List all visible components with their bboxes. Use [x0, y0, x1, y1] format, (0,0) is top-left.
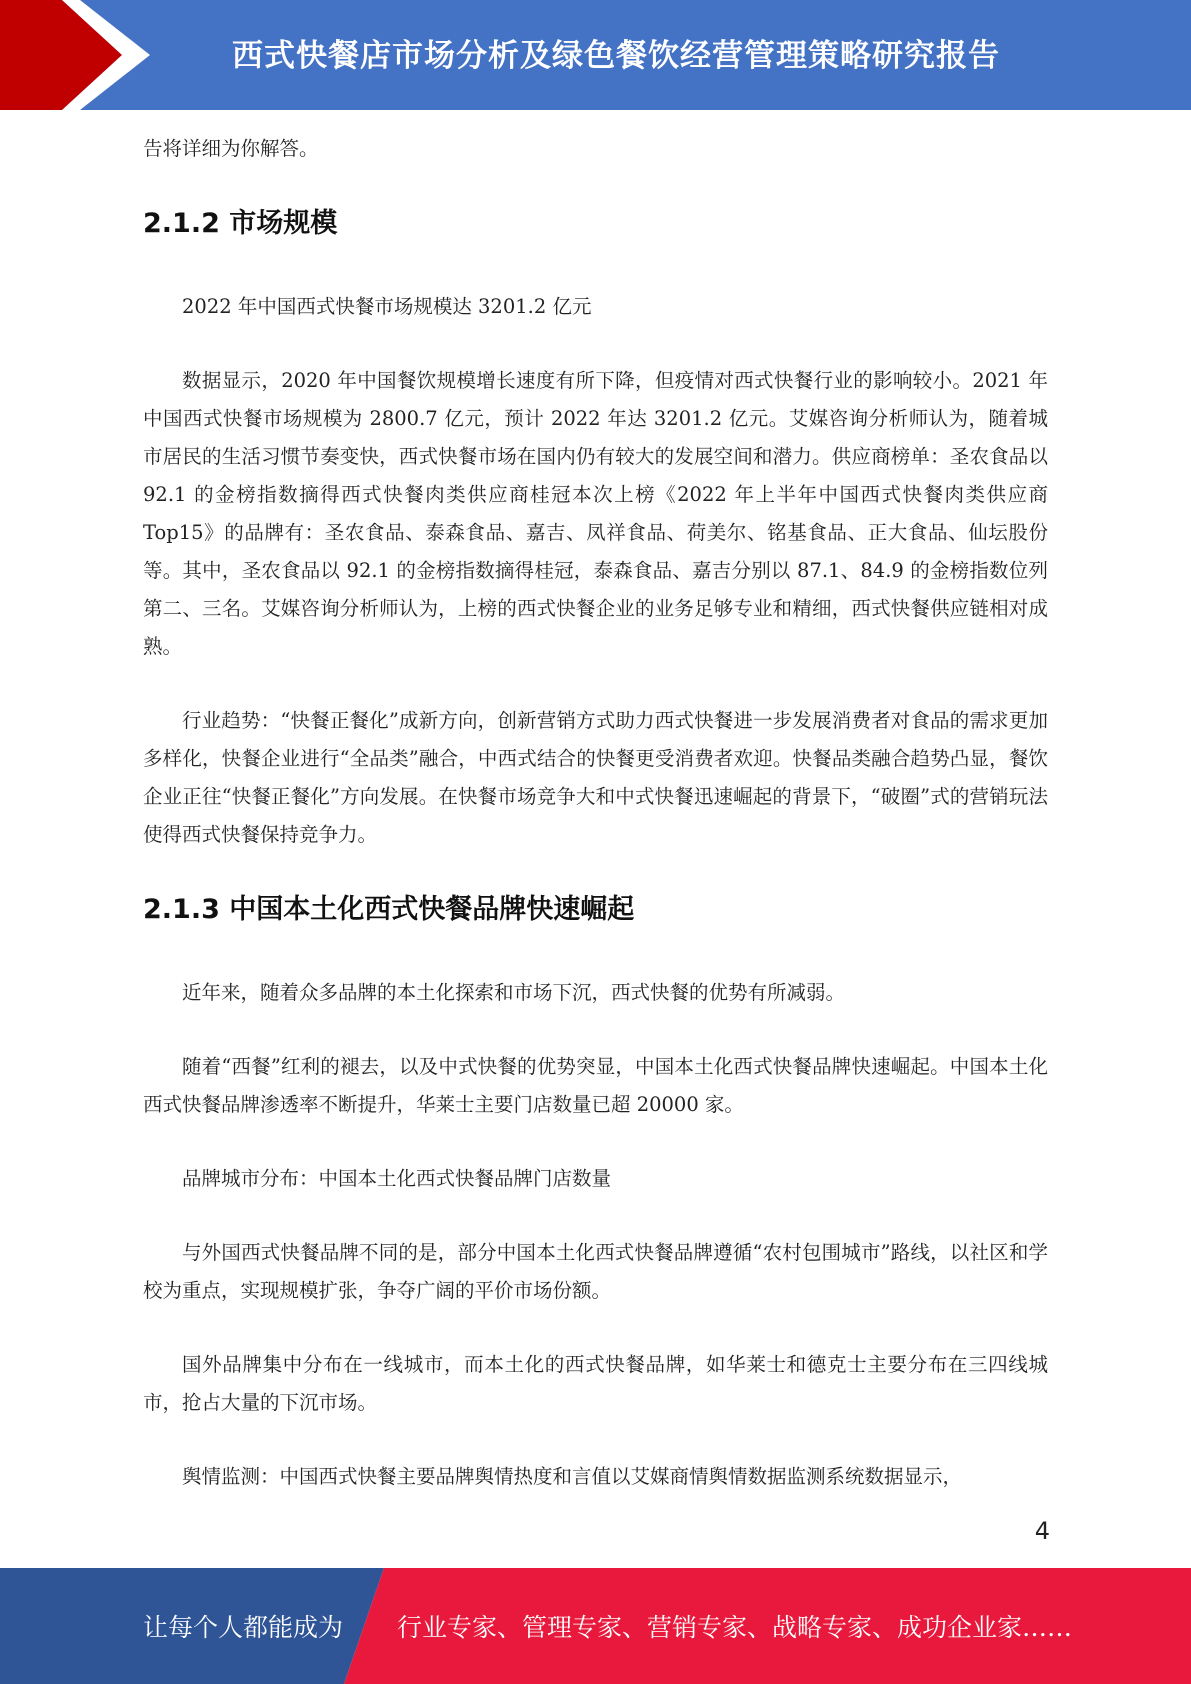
- paragraph: 舆情监测：中国西式快餐主要品牌舆情热度和言值以艾媒商情舆情数据监测系统数据显示，: [182, 1465, 963, 1488]
- page-footer: [0, 1568, 1191, 1684]
- intro-fragment: 告将详细为你解答。: [143, 137, 319, 160]
- header-chevron-decoration: [0, 0, 160, 110]
- paragraph: 行业趋势：“快餐正餐化”成新方向，创新营销方式助力西式快餐进一步发展消费者对食品的需求更加多样化，快餐企业进行“全品类”融合，中西式结合的快餐更受消费者欢迎。快餐品类融合趋势凸显，餐饮企业正往“快餐正餐化”方向发展。在快餐市场竞争大和中式快餐迅速崛起的背景下，“破圈”式的营销玩法使得西式快餐保持竞争力。: [143, 709, 1048, 846]
- paragraph: 与外国西式快餐品牌不同的是，部分中国本土化西式快餐品牌遵循“农村包围城市”路线，以社区和学校为重点，实现规模扩张，争夺广阔的平价市场份额。: [143, 1241, 1048, 1302]
- footer-slogan-right: 行业专家、管理专家、营销专家、战略专家、成功企业家……: [397, 1613, 1073, 1642]
- paragraph: 国外品牌集中分布在一线城市，而本土化的西式快餐品牌，如华莱士和德克士主要分布在三四线城市，抢占大量的下沉市场。: [143, 1353, 1048, 1414]
- paragraph: 数据显示，2020 年中国餐饮规模增长速度有所下降，但疫情对西式快餐行业的影响较小。2021 年中国西式快餐市场规模为 2800.7 亿元，预计 2022 年达 3201.2 亿元。艾媒咨询分析师认为，随着城市居民的生活习惯节奏变快，西式快餐市场在国内仍有较大的发展空间和潜力。供应商榜单：圣农食品以 92.1 的金榜指数摘得西式快餐肉类供应商桂冠本次上榜《2022 年上半年中国西式快餐肉类供应商 Top15》的品牌有：圣农食品、泰森食品、嘉吉、凤祥食品、荷美尔、铭基食品、正大食品、仙坛股份等。其中，圣农食品以 92.1 的金榜指数摘得桂冠，泰森食品、嘉吉分别以 87.1、84.9 的金榜指数位列第二、三名。艾媒咨询分析师认为，上榜的西式快餐企业的业务足够专业和精细，西式快餐供应链相对成熟。: [143, 369, 1048, 658]
- section-heading-2-1-2: 2.1.2 市场规模: [143, 208, 338, 239]
- page-header: [0, 0, 1191, 110]
- paragraph: 品牌城市分布：中国本土化西式快餐品牌门店数量: [182, 1167, 612, 1190]
- paragraph: 随着“西餐”红利的褪去，以及中式快餐的优势突显，中国本土化西式快餐品牌快速崛起。中国本土化西式快餐品牌渗透率不断提升，华莱士主要门店数量已超 20000 家。: [143, 1055, 1048, 1116]
- paragraph: 近年来，随着众多品牌的本土化探索和市场下沉，西式快餐的优势有所减弱。: [182, 981, 846, 1004]
- page-body: [143, 130, 1048, 1532]
- paragraph: 2022 年中国西式快餐市场规模达 3201.2 亿元: [182, 295, 592, 318]
- report-title: 西式快餐店市场分析及绿色餐饮经营管理策略研究报告: [232, 38, 1000, 74]
- section-heading-2-1-3: 2.1.3 中国本土化西式快餐品牌快速崛起: [143, 894, 635, 925]
- page-number: 4: [1034, 1517, 1050, 1545]
- footer-slogan-left: 让每个人都能成为: [143, 1613, 344, 1642]
